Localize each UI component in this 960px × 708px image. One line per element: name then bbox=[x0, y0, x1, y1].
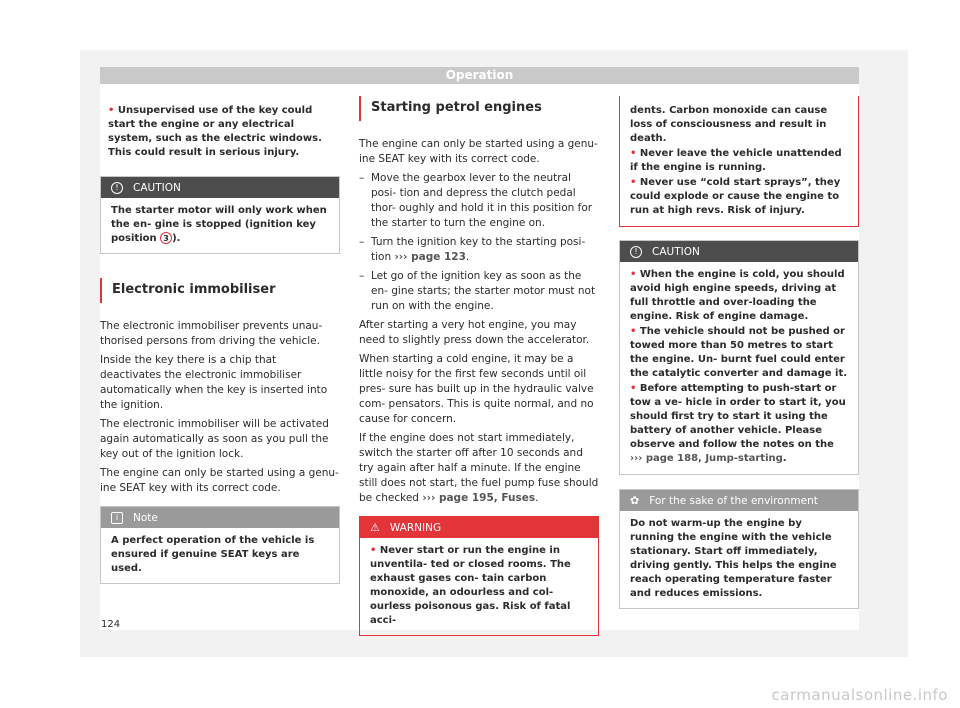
starting-text: The engine can only be started using a genu- ine SEAT key with its correct code. – Move the gearbox lever to the neutral posi- tion and depress the clutch pedal thor- oughly and hold it in this position for the starter to turn the engine on. – Turn the ignition key to the starting posi- tion ››› page 123. – Let go of the ignition key as soon as the en- gine starts; the starter motor must not run on with the engine. After starting a very hot engine, you may need to slightly press down the accelerator. When starting a cold engine, it may be a little noisy for the first few seconds until oil pres- sure has built up in the hydraulic valve com- pensators. This is quite normal, and no cause for concern. If the engine does not start immediately, switch the starter off after 10 seconds and try again after half a minute. If the engine still does not start, the fuel pump fuse should be checked ››› page 195, Fuses. bbox=[359, 138, 599, 504]
info-icon: i bbox=[111, 512, 123, 524]
heading-starting-petrol: Starting petrol engines bbox=[359, 96, 599, 121]
warning-header: ⚠ WARNING bbox=[360, 517, 598, 538]
fuse-paragraph: If the engine does not start immediately, switch the starter off after 10 seconds and try again after half a minute. If the engine still does not start, the fuel pump fuse should be checked ››› page 195, Fuses. bbox=[359, 432, 599, 504]
caution-box-2 bbox=[619, 240, 859, 475]
caution-header-2: ! CAUTION bbox=[620, 241, 858, 262]
caution-box bbox=[100, 176, 340, 254]
warning-box bbox=[359, 516, 599, 636]
warning-triangle-icon: ⚠ bbox=[370, 521, 380, 534]
warning-body-continued: dents. Carbon monoxide can cause loss of consciousness and result in death. • Never leave the vehicle unattended if the engine is running. • Never use “cold start sprays”, they could explode or cause the engine to run at high revs. Risk of injury. bbox=[630, 105, 842, 216]
step-3: – Let go of the ignition key as soon as the en- gine starts; the starter motor must not run on with the engine. bbox=[359, 270, 596, 312]
heading-immobiliser: Electronic immobiliser bbox=[100, 278, 340, 303]
caution-body: The starter motor will only work when the en- gine is stopped (ignition key position 3 ). bbox=[111, 205, 327, 244]
caution-header: ! CAUTION bbox=[101, 177, 339, 198]
fuses-link[interactable]: ››› page 195, Fuses bbox=[422, 492, 536, 504]
jump-starting-link[interactable]: ››› page 188, Jump-starting bbox=[630, 453, 783, 464]
step-1: – Move the gearbox lever to the neutral posi- tion and depress the clutch pedal thor- oughly and hold it in this position for the starter to turn the engine on. bbox=[359, 172, 593, 229]
warning-box-continued bbox=[619, 96, 859, 227]
watermark: carmanualsonline.info bbox=[771, 686, 948, 704]
page-link[interactable]: ››› page 123 bbox=[394, 251, 466, 263]
leaf-icon: ✿ bbox=[630, 494, 640, 507]
caution-icon: ! bbox=[630, 246, 642, 258]
warning-continued: • Unsupervised use of the key could start the engine or any electrical system, such as the electric windows. This could result in serious injury. bbox=[108, 105, 322, 158]
bullet-icon: • bbox=[108, 105, 115, 116]
note-body: A perfect operation of the vehicle is ensured if genuine SEAT keys are used. bbox=[111, 535, 315, 574]
column-2 bbox=[359, 96, 599, 636]
immobiliser-text: The electronic immobiliser prevents unau- thorised persons from driving the vehicle. Inside the key there is a chip that deactivates the electronic immobiliser automatically when the key is inserted into the ignition. The electronic immobiliser will be activated again automatically as soon as you pull the key out of the ignition lock. The engine can only be started using a genu- ine SEAT key with its correct code. bbox=[100, 320, 339, 494]
environment-box bbox=[619, 489, 859, 609]
column-3 bbox=[619, 96, 859, 609]
caution-icon: ! bbox=[111, 182, 123, 194]
caution-body-2: • When the engine is cold, you should avoid high engine speeds, driving at full throttle and over-loading the engine. Risk of engine damage. • The vehicle should not be pushed or towed more than 50 metres to start the engine. Un- burnt fuel could enter the catalytic converter and damage it. • Before attempting to push-start or tow a ve- hicle in order to start it, you should first try to start it using the battery of another vehicle. Please observe and follow the notes on the ››› page 188, Jump-starting. bbox=[630, 269, 848, 464]
position-badge: 3 bbox=[160, 232, 172, 244]
environment-body: Do not warm-up the engine by running the engine with the vehicle stationary. Start off immediately, driving gently. This helps the engine reach operating temperature faster and reduces emissions. bbox=[630, 518, 837, 599]
section-header: Operation bbox=[100, 67, 859, 84]
environment-header: ✿ For the sake of the environment bbox=[620, 490, 858, 511]
warning-body: • Never start or run the engine in unventila- ted or closed rooms. The exhaust gases con- tain carbon monoxide, an odourless and col- ourless poisonous gas. Risk of fatal acci- bbox=[370, 545, 571, 626]
note-header: i Note bbox=[101, 507, 339, 528]
column-1 bbox=[100, 96, 340, 584]
step-2: – Turn the ignition key to the starting posi- tion ››› page 123. bbox=[359, 236, 586, 263]
page-number: 124 bbox=[101, 619, 121, 630]
note-box bbox=[100, 506, 340, 584]
